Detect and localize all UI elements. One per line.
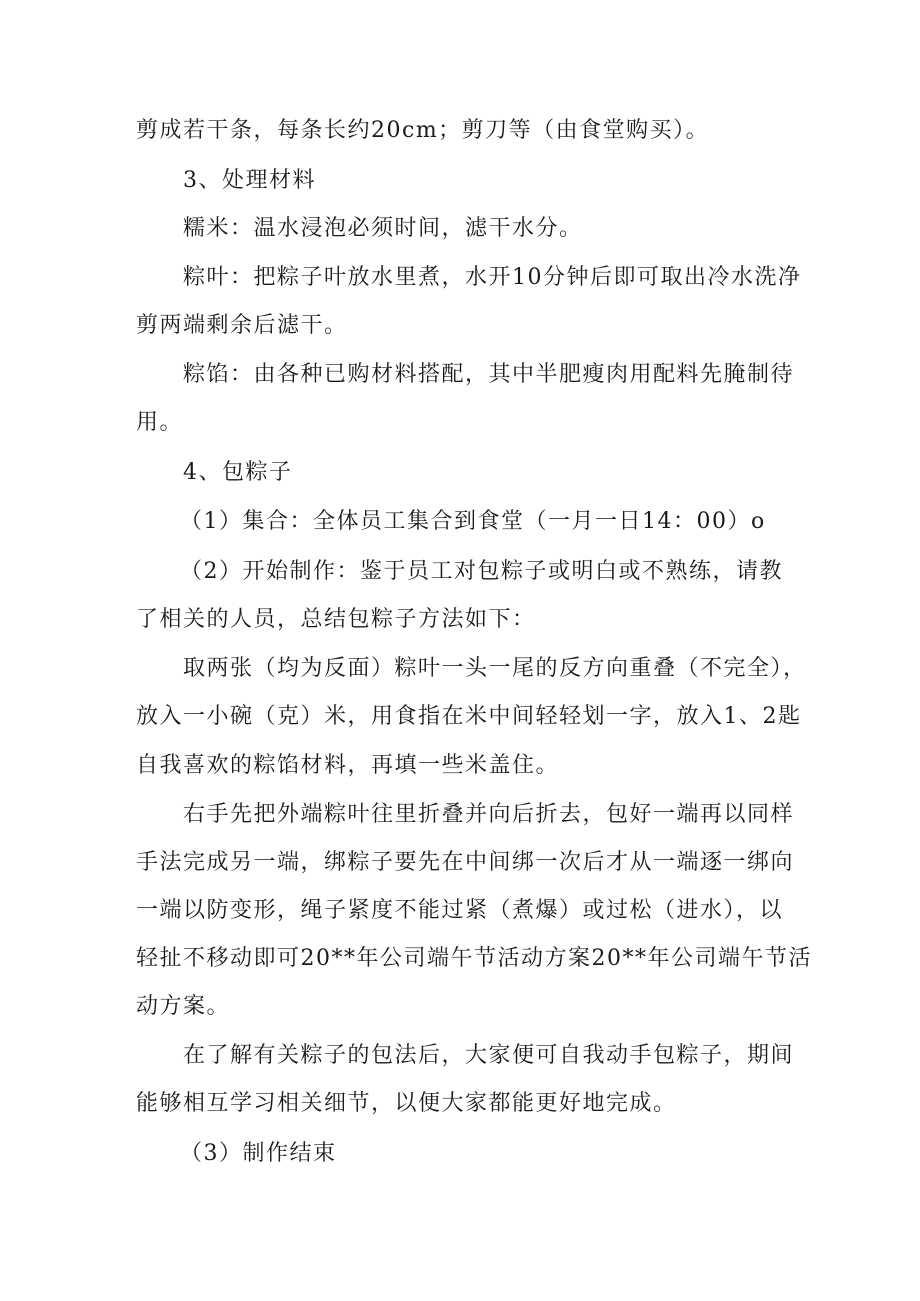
text-line: 剪成若干条，每条长约20cm；剪刀等（由食堂购买）。 bbox=[136, 118, 710, 143]
text-line: 放入一小碗（克）米，用食指在米中间轻轻划一字，放入1、2匙 bbox=[136, 704, 802, 729]
list-item-finish: （3）制作结束 bbox=[180, 1141, 337, 1166]
list-item-gather: （1）集合：全体员工集合到食堂（一月一日14：00）o bbox=[180, 509, 766, 534]
text-line: 手法完成另一端，绑粽子要先在中间绑一次后才从一端逐一绑向 bbox=[136, 850, 795, 875]
list-item-start-making: （2）开始制作：鉴于员工对包粽子或明白或不熟练，请教 bbox=[180, 559, 783, 584]
text-line: 糯米：温水浸泡必须时间，滤干水分。 bbox=[183, 216, 583, 241]
section-heading-wrap-zongzi: 4、包粽子 bbox=[183, 460, 293, 485]
section-heading-process-materials: 3、处理材料 bbox=[183, 168, 316, 193]
text-line: 轻扯不移动即可20**年公司端午节活动方案20**年公司端午节活 bbox=[136, 946, 812, 971]
text-line: 粽馅：由各种已购材料搭配，其中半肥瘦肉用配料先腌制待 bbox=[183, 362, 795, 387]
text-line: 自我喜欢的粽馅材料，再填一些米盖住。 bbox=[136, 753, 560, 778]
text-line: 右手先把外端粽叶往里折叠并向后折去，包好一端再以同样 bbox=[183, 802, 795, 827]
text-line: 一端以防变形，绳子紧度不能过紧（煮爆）或过松（进水），以 bbox=[136, 898, 784, 923]
text-line: 取两张（均为反面）粽叶一头一尾的反方向重叠（不完全）， bbox=[183, 656, 807, 681]
text-line: 剪两端剩余后滤干。 bbox=[136, 313, 348, 338]
text-line: 在了解有关粽子的包法后，大家便可自我动手包粽子，期间 bbox=[183, 1043, 795, 1068]
text-line: 能够相互学习相关细节，以便大家都能更好地完成。 bbox=[136, 1091, 677, 1116]
text-line: 了相关的人员，总结包粽子方法如下： bbox=[136, 607, 536, 632]
text-line: 用。 bbox=[136, 410, 184, 435]
text-line: 粽叶：把粽子叶放水里煮，水开10分钟后即可取出冷水洗净 bbox=[183, 265, 802, 290]
text-line: 动方案。 bbox=[136, 994, 231, 1019]
